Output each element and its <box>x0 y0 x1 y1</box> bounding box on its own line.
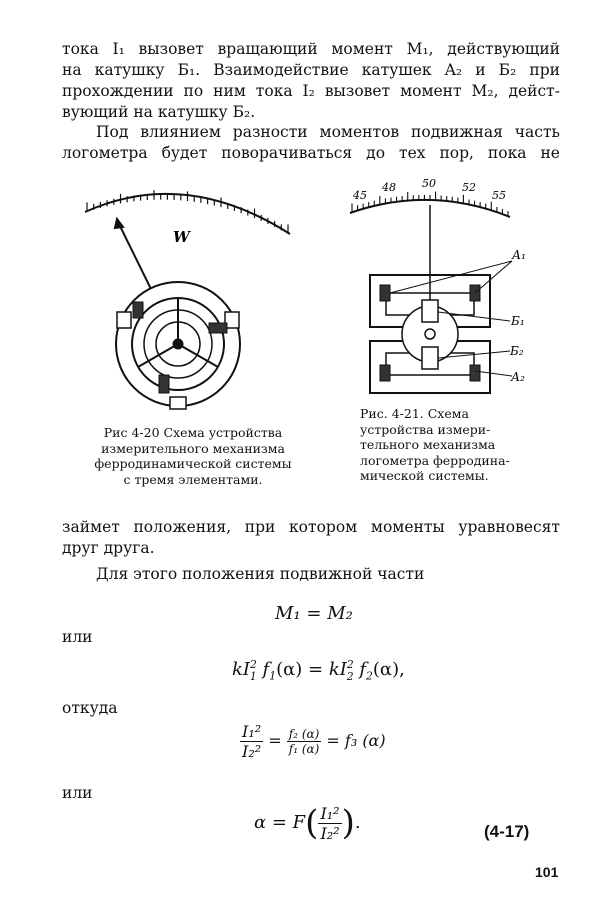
text-line: тока I₁ вызовет вращающий момент M₁, действующий <box>62 40 560 58</box>
label-a1: А₁ <box>512 248 526 262</box>
frac-num: I₁² <box>320 803 340 823</box>
caption-line: Рис 4-20 Схема устройства <box>103 425 283 440</box>
formula-rhs: f₃ (α) <box>344 731 386 750</box>
frac-den: I₂² <box>320 823 340 843</box>
formula-lhs: α = F <box>254 812 306 833</box>
label-a2: А₂ <box>511 370 525 384</box>
equation-number: (4-17) <box>484 822 530 841</box>
connector-or-1: или <box>62 628 93 646</box>
caption-line: устройства измери- <box>360 421 491 437</box>
formula-rhs: M₂ <box>327 603 353 624</box>
text-line: Для этого положения подвижной части <box>96 565 425 583</box>
formula-sub: 2 <box>346 669 354 683</box>
text-line: на катушку Б₁. Взаимодействие катушек A₂ и Б₂ при <box>62 61 560 79</box>
scale-label: 50 <box>422 177 436 190</box>
label-b2: Б₂ <box>510 344 524 358</box>
paragraph-2 <box>62 122 560 164</box>
formula-sub: 1 <box>269 669 277 683</box>
label-b1: Б₁ <box>511 314 525 328</box>
label-w: W <box>173 228 190 246</box>
text-line: прохождении по ним тока I₂ вызовет момент M₂, дейст- <box>62 82 560 100</box>
text-line: логометра будет поворачиваться до тех пор, пока не <box>62 144 560 162</box>
figure-4-21 <box>340 175 540 405</box>
formula-lhs: M₁ <box>275 603 301 624</box>
formula-term: I <box>242 659 251 680</box>
frac-num: f₂ (α) <box>288 727 320 741</box>
paragraph-3 <box>62 517 560 559</box>
caption-4-21 <box>360 406 520 484</box>
formula-term: f <box>262 659 270 680</box>
formula-term: (α), <box>372 659 405 680</box>
connector-whence: откуда <box>62 699 118 717</box>
formula-term: I <box>339 659 347 680</box>
caption-line: ферродинамической системы <box>94 456 292 471</box>
text-line: займет положения, при котором моменты уравновесят <box>62 518 560 536</box>
magnet-system <box>370 275 490 393</box>
text-line: вующий на катушку Б₂. <box>62 103 256 121</box>
page-number: 101 <box>535 864 559 880</box>
formula-term: (α) <box>276 659 303 680</box>
formula-4: α = F( $\frac{\text{I₁²}}{\text{I₂²}}$ ). <box>254 803 361 843</box>
figure-4-20 <box>75 172 315 422</box>
formula-term: k <box>232 659 243 680</box>
formula-sub: 1 <box>249 669 257 683</box>
frac-den: f₁ (α) <box>288 742 320 756</box>
caption-line: Рис. 4-21. Схема <box>360 406 469 421</box>
connector-or-2: или <box>62 784 93 802</box>
formula-term: k <box>328 659 340 680</box>
scale-label: 52 <box>462 181 476 194</box>
caption-line: мической системы. <box>360 468 489 483</box>
formula-2: $kI^2_1$ $f_1(\alpha) = kI^2_2$ $f_2(\alpha)$, <box>232 658 405 683</box>
scale-label: 55 <box>492 189 506 202</box>
frac-num: I₁² <box>242 722 262 741</box>
formula-1: M₁ = M₂ <box>275 603 353 624</box>
paragraph-4 <box>62 564 560 585</box>
rotor-assembly <box>116 282 240 409</box>
caption-line: логометра ферродина- <box>360 452 510 468</box>
formula-sup: 2 <box>250 658 257 671</box>
paragraph-1 <box>62 39 560 123</box>
formula-3: $\frac{\text{I₁²}}{\text{I₂²}}$ = $\frac{\text{f₂ (α)}}{\text{f₁ (α)}}$ = f₃ (α) <box>242 722 386 761</box>
frac-den: I₂² <box>242 742 262 761</box>
caption-line: с тремя элементами. <box>123 471 263 487</box>
caption-line: измерительного механизма <box>101 440 285 456</box>
caption-4-20 <box>88 425 298 487</box>
formula-sub: 2 <box>366 669 373 683</box>
formula-sup: 2 <box>346 658 354 671</box>
text-line: друг друга. <box>62 539 155 557</box>
text-line: Под влиянием разности моментов подвижная часть <box>96 123 560 141</box>
scale-label: 48 <box>382 181 396 194</box>
formula-term: f <box>359 659 367 680</box>
scale-label: 45 <box>353 189 367 202</box>
caption-line: тельного механизма <box>360 437 496 452</box>
